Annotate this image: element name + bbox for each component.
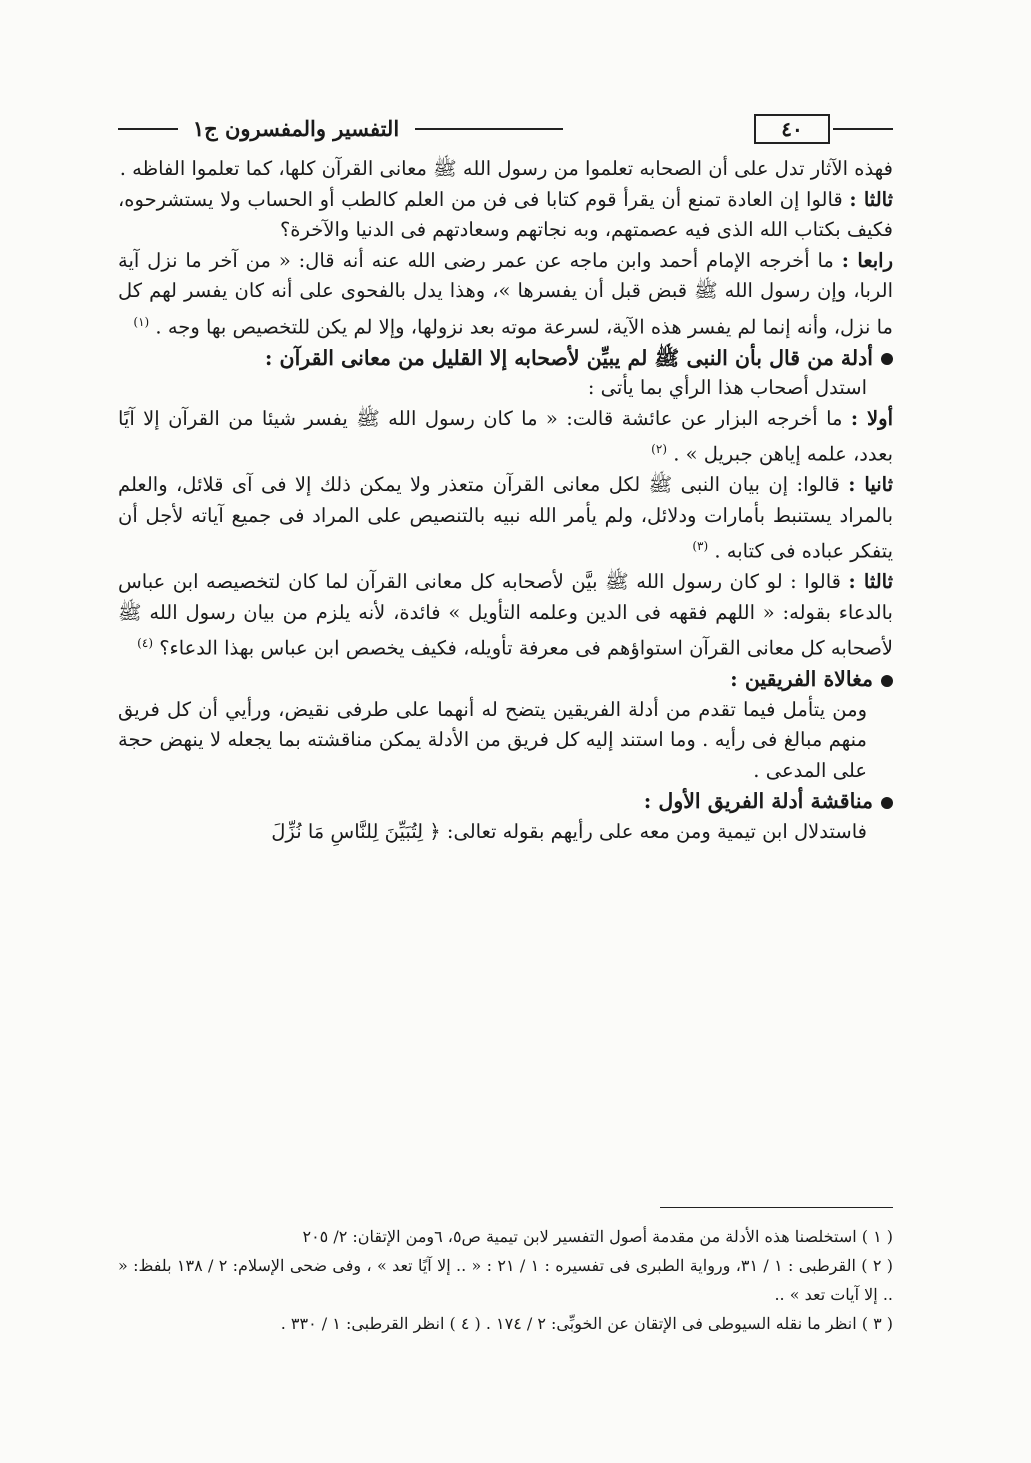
header-rule-middle <box>415 128 563 130</box>
footnote-ref-1[interactable]: (١) <box>133 314 150 329</box>
paragraph-text: قالوا: إن بيان النبى ﷺ لكل معانى القرآن متعذر ولا يمكن ذلك إلا فى آى قلائل، والعلم بالمراد يستنبط بأمارات ودلائل، ولم يأمر الله نبيه بالتنصيص على المراد فى جميع آياته لأجل أن يتفكر عباده فى كتابه . <box>118 473 893 563</box>
label-third: ثالثا : <box>849 187 894 211</box>
footnote-ref-4[interactable]: (٤) <box>137 636 153 650</box>
footnote-ref-2[interactable]: (٢) <box>651 442 667 456</box>
heading-text: مناقشة أدلة الفريق الأول : <box>643 789 873 813</box>
paragraph-text: قالوا إن العادة تمنع أن يقرأ قوم كتابا فى فن من العلم كالطب أو الحساب ولا يستشرحوه، فكيف بكتاب الله الذى فيه عصمتهم، وبه نجاتهم وسعادتهم فى الدنيا والآخرة؟ <box>118 187 893 241</box>
paragraph-third-argument-2 <box>118 567 893 664</box>
bullet-icon <box>881 353 893 365</box>
header-rule-right <box>833 128 893 130</box>
paragraph-text: ما أخرجه البزار عن عائشة قالت: « ما كان رسول الله ﷺ يفسر شيئا من القرآن إلا آيًا بعدد، علمه إياهن جبريل » . <box>118 406 893 466</box>
main-text <box>118 154 893 847</box>
footnote-3-4: ( ٣ ) انظر ما نقله السيوطى فى الإتقان عن الخوبِّى: ٢ / ١٧٤ . ( ٤ ) انظر القرطبى: ١ / ٣٣٠ . <box>280 1314 893 1333</box>
paragraph-third-argument <box>118 185 893 246</box>
paragraph-fourth-argument <box>118 246 893 343</box>
header-rule-left <box>118 128 178 130</box>
page-number: ٤٠ <box>754 114 830 144</box>
paragraph-intro: استدل أصحاب هذا الرأي بما يأتى : <box>587 376 867 399</box>
footnote-divider <box>660 1207 893 1208</box>
label-second: ثانيا : <box>848 473 893 496</box>
paragraph-first-argument <box>118 404 893 471</box>
footnote-1: ( ١ ) استخلصنا هذه الأدلة من مقدمة أصول التفسير لابن تيمية ص٥، ٦ومن الإتقان: ٢/ ٢٠٥ <box>302 1227 893 1246</box>
label-third-2: ثالثا : <box>848 570 894 593</box>
paragraph-analysis: ومن يتأمل فيما تقدم من أدلة الفريقين يتضح له أنهما على طرفى نقيض، ورأيي أن كل فريق منهم مبالغ فى رأيه . وما استند إليه كل فريق من الأدلة يمكن مناقشته بما يجعله لا ينهض حجة على المدعى . <box>118 697 867 782</box>
heading-text: مغالاة الفريقين : <box>730 667 873 691</box>
paragraph-conclusion: فهذه الآثار تدل على أن الصحابه تعلموا من رسول الله ﷺ معانى القرآن كلها، كما تعلموا الفاظه . <box>119 157 893 180</box>
bullet-icon <box>881 675 893 687</box>
label-first: أولا : <box>850 406 893 430</box>
paragraph-text: قالوا : لو كان رسول الله ﷺ بيَّن لأصحابه كل معانى القرآن لما كان لتخصيصه ابن عباس بالدعاء بقوله: « اللهم فقهه فى الدين وعلمه التأويل » فائدة، لأنه يلزم من بيان رسول الله ﷺ لأصحابه كل معانى القرآن استواؤهم فى معرفة تأويله، فكيف يخصص ابن عباس بهذا الدعاء؟ <box>118 570 893 660</box>
heading-text: أدلة من قال بأن النبى ﷺ لم يبيِّن لأصحابه إلا القليل من معانى القرآن : <box>264 345 873 370</box>
section-heading-discussion <box>118 786 893 817</box>
paragraph-text: ما أخرجه الإمام أحمد وابن ماجه عن عمر رضى الله عنه أنه قال: « من آخر ما نزل آية الربا، وإن رسول الله ﷺ قبض قبل أن يفسرها »، وهذا يدل بالفحوى على أنه كان يفسر لهم كل ما نزل، وأنه إنما لم يفسر هذه الآية، لسرعة موته بعد نزولها، وإلا لم يكن للتخصيص بها وجه . <box>118 248 893 338</box>
label-fourth: رابعا : <box>841 248 893 272</box>
paragraph-second-argument <box>118 470 893 567</box>
running-header <box>118 112 893 148</box>
section-heading-opposing-view <box>118 343 893 374</box>
bullet-icon <box>881 797 893 809</box>
footnotes <box>118 1222 893 1338</box>
section-heading-exaggeration <box>118 664 893 695</box>
running-title: التفسير والمفسرون ج١ <box>192 116 400 141</box>
paragraph-discussion: فاستدلال ابن تيمية ومن معه على رأيهم بقوله تعالى: ﴿ لِتُبَيِّنَ لِلنَّاسِ مَا نُزِّلَ <box>271 819 867 843</box>
footnote-ref-3[interactable]: (٣) <box>692 539 709 553</box>
footnote-2: ( ٢ ) القرطبى : ١ / ٣١، ورواية الطبرى فى تفسيره : ١ / ٢١ : « .. إلا آيًا تعد » ، وفى ضحى الإسلام: ٢ / ١٣٨ بلفظ: « .. إلا آيات تعد » .. <box>118 1256 894 1304</box>
